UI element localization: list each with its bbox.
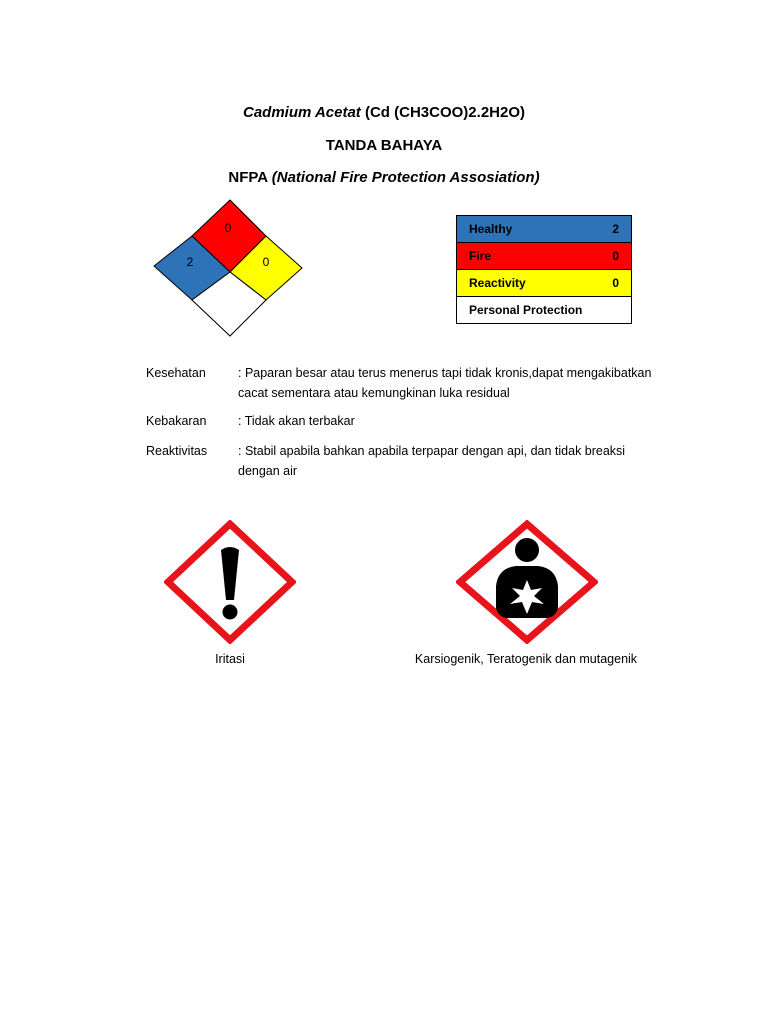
nfpa-prefix: NFPA bbox=[228, 169, 268, 186]
nfpa-diamond bbox=[152, 196, 308, 338]
description-text: : Paparan besar atau terus menerus tapi tidak kronis,dapat mengakibatkan cacat sementara atau kemungkinan luka residual bbox=[238, 366, 652, 400]
reactivity-rating: 0 bbox=[262, 255, 270, 269]
fire-value: 0 bbox=[583, 243, 632, 270]
nfpa-full-name: (National Fire Protection Assosiation) bbox=[271, 169, 540, 186]
description-text: : Stabil apabila bahkan apabila terpapar dengan api, dan tidak breaksi dengan air bbox=[238, 444, 626, 478]
table-row-fire bbox=[457, 243, 632, 270]
reactivity-label: Reactivity bbox=[457, 270, 583, 297]
fire-label: Fire bbox=[457, 243, 583, 270]
health-hazard-icon bbox=[456, 520, 598, 644]
pictogram-caption-health-hazard: Karsiogenik, Teratogenik dan mutagenik bbox=[414, 652, 638, 666]
table-row-reactivity bbox=[457, 270, 632, 297]
table-row-health bbox=[457, 216, 632, 243]
nfpa-table bbox=[456, 215, 632, 324]
table-row-personal-protection bbox=[457, 297, 632, 324]
pictogram-caption-irritant: Iritasi bbox=[215, 652, 245, 666]
compound-title bbox=[0, 104, 768, 121]
health-value: 2 bbox=[583, 216, 632, 243]
health-label: Healthy bbox=[457, 216, 583, 243]
personal-protection-label: Personal Protection bbox=[457, 297, 632, 324]
nfpa-title bbox=[0, 169, 768, 186]
fire-rating: 0 bbox=[224, 221, 232, 235]
description-text: : Tidak akan terbakar bbox=[238, 414, 355, 428]
description-label: Kebakaran bbox=[146, 414, 207, 428]
health-rating: 2 bbox=[186, 255, 194, 269]
heading: TANDA BAHAYA bbox=[325, 137, 443, 154]
compound-formula: (Cd (CH3COO)2.2H2O) bbox=[364, 104, 525, 121]
description-label: Kesehatan bbox=[146, 366, 206, 380]
reactivity-value: 0 bbox=[583, 270, 632, 297]
compound-name: Cadmium Acetat bbox=[243, 104, 361, 121]
exclamation-mark-icon bbox=[164, 520, 296, 644]
description-label: Reaktivitas bbox=[146, 444, 208, 458]
